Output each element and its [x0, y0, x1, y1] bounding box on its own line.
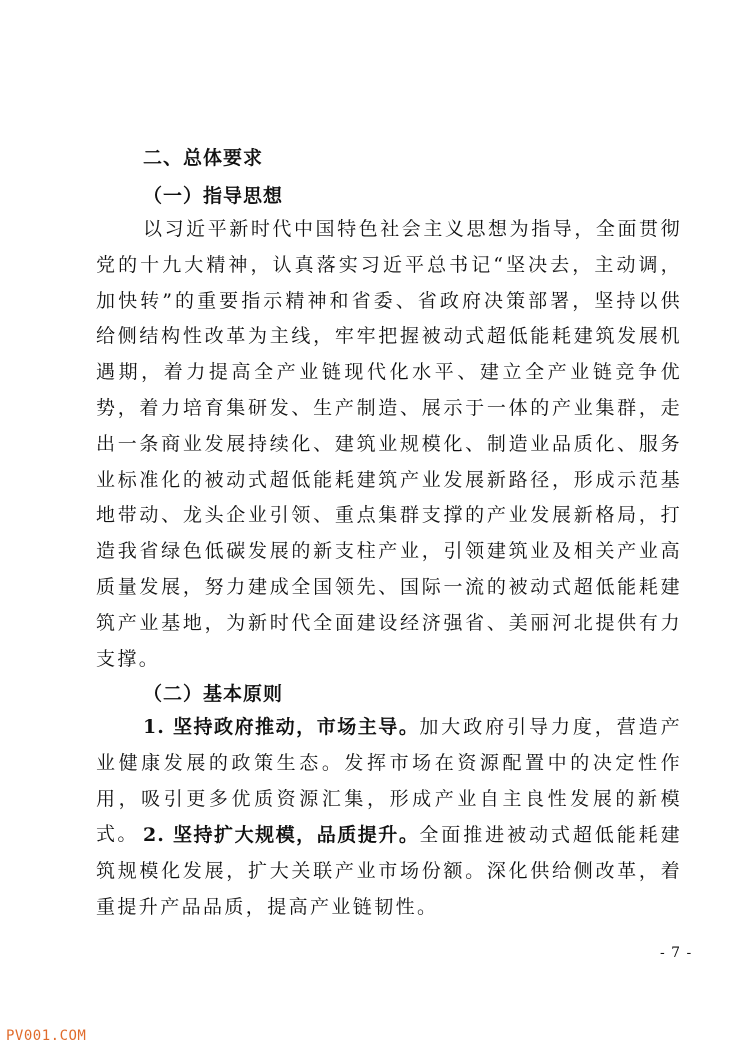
principle-body: 全面推进被动式超低能耗建筑规模化发展，扩大关联产业市场份额。深化供给侧改革，着重提升产品品质，提高产业链韧性。	[96, 824, 682, 918]
subsection-title-guiding-thought: （一）指导思想	[143, 185, 284, 207]
section-heading: 二、总体要求	[143, 147, 264, 169]
principle-body: 加大政府引导力度，营造产业健康发展的政策生态。发挥市场在资源配置中的决定性作用，吸引更多优质资源汇集，形成产业自主良性发展的新模式。	[96, 716, 682, 846]
page-number: - 7 -	[660, 945, 693, 961]
watermark: PV001.COM	[6, 1028, 87, 1044]
principle-lead: 1. 坚持政府推动，市场主导。	[143, 716, 420, 738]
guiding-thought-paragraph: 以习近平新时代中国特色社会主义思想为指导，全面贯彻党的十九大精神，认真落实习近平总书记“坚决去，主动调，加快转”的重要指示精神和省委、省政府决策部署，坚持以供给侧结构性改革为主线，牢牢把握被动式超低能耗建筑发展机遇期，着力提高全产业链现代化水平、建立全产业链竞争优势，着力培育集研发、生产制造、展示于一体的产业集群，走出一条商业发展持续化、建筑业规模化、制造业品质化、服务业标准化的被动式超低能耗建筑产业发展新路径，形成示范基地带动、龙头企业引领、重点集群支撑的产业发展新格局，打造我省绿色低碳发展的新支柱产业，引领建筑业及相关产业高质量发展，努力建成全国领先、国际一流的被动式超低能耗建筑产业基地，为新时代全面建设经济强省、美丽河北提供有力支撑。	[96, 218, 682, 670]
subsection-title-basic-principles: （二）基本原则	[143, 683, 284, 705]
principle-item	[96, 818, 682, 925]
principle-lead: 2. 坚持扩大规模，品质提升。	[143, 824, 420, 846]
